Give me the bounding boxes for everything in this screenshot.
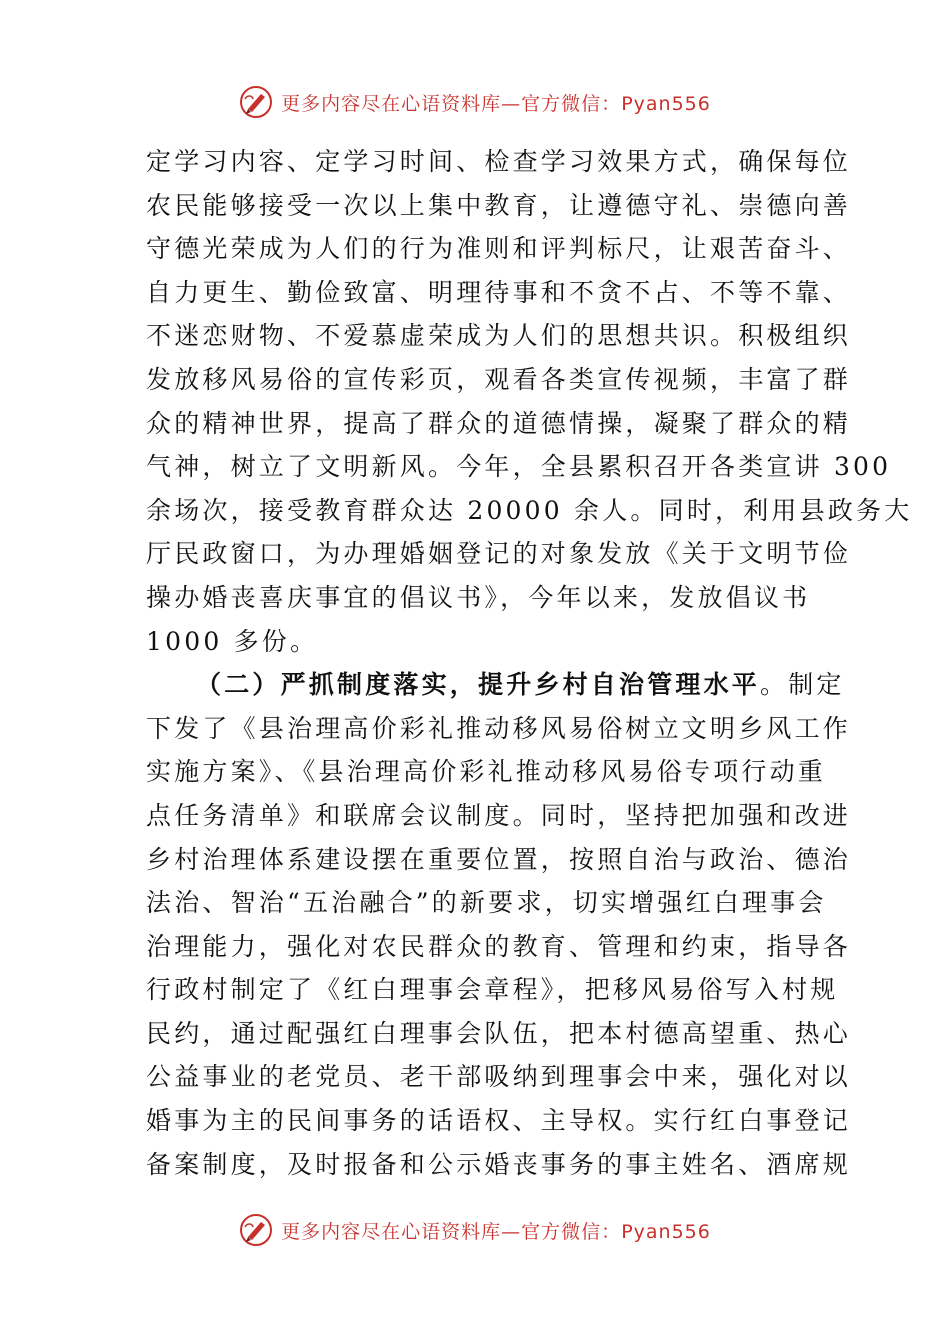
- text-line: 自力更生、勤俭致富、明理待事和不贪不占、不等不靠、: [146, 277, 852, 307]
- text-line: 众的精神世界，提高了群众的道德情操，凝聚了群众的精: [146, 408, 852, 438]
- pen-heart-logo-icon: [239, 1213, 273, 1247]
- text-line: 农民能够接受一次以上集中教育，让遵德守礼、崇德向善: [146, 190, 852, 220]
- text-line: 婚事为主的民间事务的话语权、主导权。实行红白事登记: [146, 1106, 852, 1136]
- header-banner: [0, 82, 950, 122]
- text-line: 操办婚丧喜庆事宜的倡议书》，今年以来，发放倡议书: [146, 582, 811, 612]
- text-line: 守德光荣成为人们的行为准则和评判标尺，让艰苦奋斗、: [146, 234, 852, 264]
- text-line: 下发了《县治理高价彩礼推动移风易俗树立文明乡风工作: [146, 713, 852, 743]
- text-line: 治理能力，强化对农民群众的教育、管理和约束，指导各: [146, 931, 852, 961]
- text-line: 不迷恋财物、不爱慕虚荣成为人们的思想共识。积极组织: [146, 321, 852, 351]
- paragraph-1: [146, 140, 913, 663]
- text-line: 发放移风易俗的宣传彩页，观看各类宣传视频，丰富了群: [146, 364, 852, 394]
- banner-contact-label: 官方微信：: [521, 1220, 622, 1243]
- banner-title: 更多内容尽在心语资料库: [281, 92, 502, 115]
- text-line: 公益事业的老党员、老干部吸纳到理事会中来，强化对以: [146, 1062, 852, 1092]
- text-line: 法治、智治“五治融合”的新要求，切实增强红白理事会: [146, 888, 827, 918]
- text-line: 民约，通过配强红白理事会队伍，把本村德高望重、热心: [146, 1018, 852, 1048]
- pen-heart-logo-icon: [239, 85, 273, 119]
- text-line: 1000 多份。: [146, 626, 319, 656]
- section-heading-line: [146, 663, 845, 707]
- banner-dash: —: [501, 92, 522, 115]
- banner-contact-label: 官方微信：: [521, 92, 622, 115]
- banner-dash: —: [501, 1220, 522, 1243]
- footer-banner: [0, 1210, 950, 1250]
- text-line: 实施方案》、《县治理高价彩礼推动移风易俗专项行动重: [146, 757, 827, 787]
- banner-title: 更多内容尽在心语资料库: [281, 1220, 502, 1243]
- text-line: 点任务清单》和联席会议制度。同时，坚持把加强和改进: [146, 800, 852, 830]
- text-line: 乡村治理体系建设摆在重要位置，按照自治与政治、德治: [146, 844, 852, 874]
- paragraph-2: [146, 663, 852, 1186]
- text-line: 气神，树立了文明新风。今年，全县累积召开各类宣讲 300: [146, 452, 892, 482]
- banner-contact-id: Pyan556: [621, 92, 711, 115]
- text-line: 厅民政窗口，为办理婚姻登记的对象发放《关于文明节俭: [146, 539, 852, 569]
- text-line: 余场次，接受教育群众达 20000 余人。同时，利用县政务大: [146, 495, 913, 525]
- section-heading-tail: 。制定: [760, 670, 845, 700]
- header-banner-text: [281, 89, 711, 116]
- section-heading: （二）严抓制度落实，提升乡村自治管理水平: [196, 670, 761, 700]
- text-line: 行政村制定了《红白理事会章程》，把移风易俗写入村规: [146, 975, 839, 1005]
- text-line: 定学习内容、定学习时间、检查学习效果方式，确保每位: [146, 147, 852, 176]
- footer-banner-text: [281, 1217, 711, 1244]
- document-body: [146, 140, 913, 1186]
- text-line: 备案制度，及时报备和公示婚丧事务的事主姓名、酒席规: [146, 1149, 852, 1179]
- banner-contact-id: Pyan556: [621, 1220, 711, 1243]
